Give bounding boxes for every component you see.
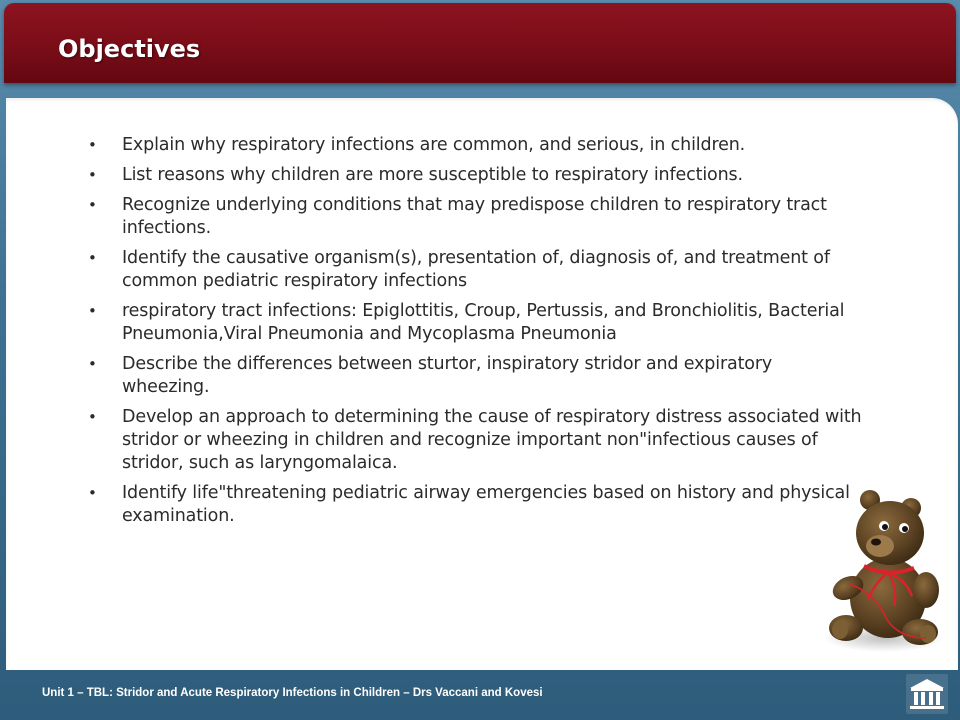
bullet-icon: •: [88, 136, 97, 154]
footer-bar: [0, 670, 960, 720]
list-item: [84, 406, 864, 475]
bullet-text: Develop an approach to determining the cause of respiratory distress associated with stridor or wheezing in children and recognize important non"infectious causes of stridor, such as laryngomalaica.: [122, 407, 862, 473]
list-item: [84, 482, 864, 528]
bullet-text: Describe the differences between sturtor, inspiratory stridor and expiratory wheezing.: [122, 354, 773, 397]
bullet-icon: •: [88, 196, 97, 214]
bullet-text: Identify the causative organism(s), presentation of, diagnosis of, and treatment of common pediatric respiratory infections: [122, 248, 830, 291]
bullet-text: respiratory tract infections: Epiglottitis, Croup, Pertussis, and Bronchiolitis, Bacterial Pneumonia,Viral Pneumonia and Mycoplasma Pneumonia: [122, 301, 845, 344]
bullet-text: Explain why respiratory infections are common, and serious, in children.: [122, 135, 746, 155]
bullet-icon: •: [88, 302, 97, 320]
footer-text: Unit 1 – TBL: Stridor and Acute Respiratory Infections in Children – Drs Vaccani and Kovesi: [42, 687, 543, 699]
bullet-icon: •: [88, 249, 97, 267]
list-item: [84, 164, 864, 187]
objectives-list: [84, 134, 864, 535]
list-item: [84, 247, 864, 293]
bullet-text: List reasons why children are more susceptible to respiratory infections.: [122, 165, 743, 185]
list-item: [84, 194, 864, 240]
slide-title: Objectives: [58, 35, 201, 63]
list-item: [84, 134, 864, 157]
teddy-bear-image: [816, 488, 946, 656]
list-item: [84, 300, 864, 346]
bullet-text: Identify life"threatening pediatric airway emergencies based on history and physical examination.: [122, 483, 850, 526]
bullet-icon: •: [88, 408, 97, 426]
list-item: [84, 353, 864, 399]
bullet-icon: •: [88, 166, 97, 184]
bullet-icon: •: [88, 484, 97, 502]
university-building-icon: [906, 674, 948, 714]
bullet-text: Recognize underlying conditions that may predispose children to respiratory tract infections.: [122, 195, 827, 238]
bullet-icon: •: [88, 355, 97, 373]
